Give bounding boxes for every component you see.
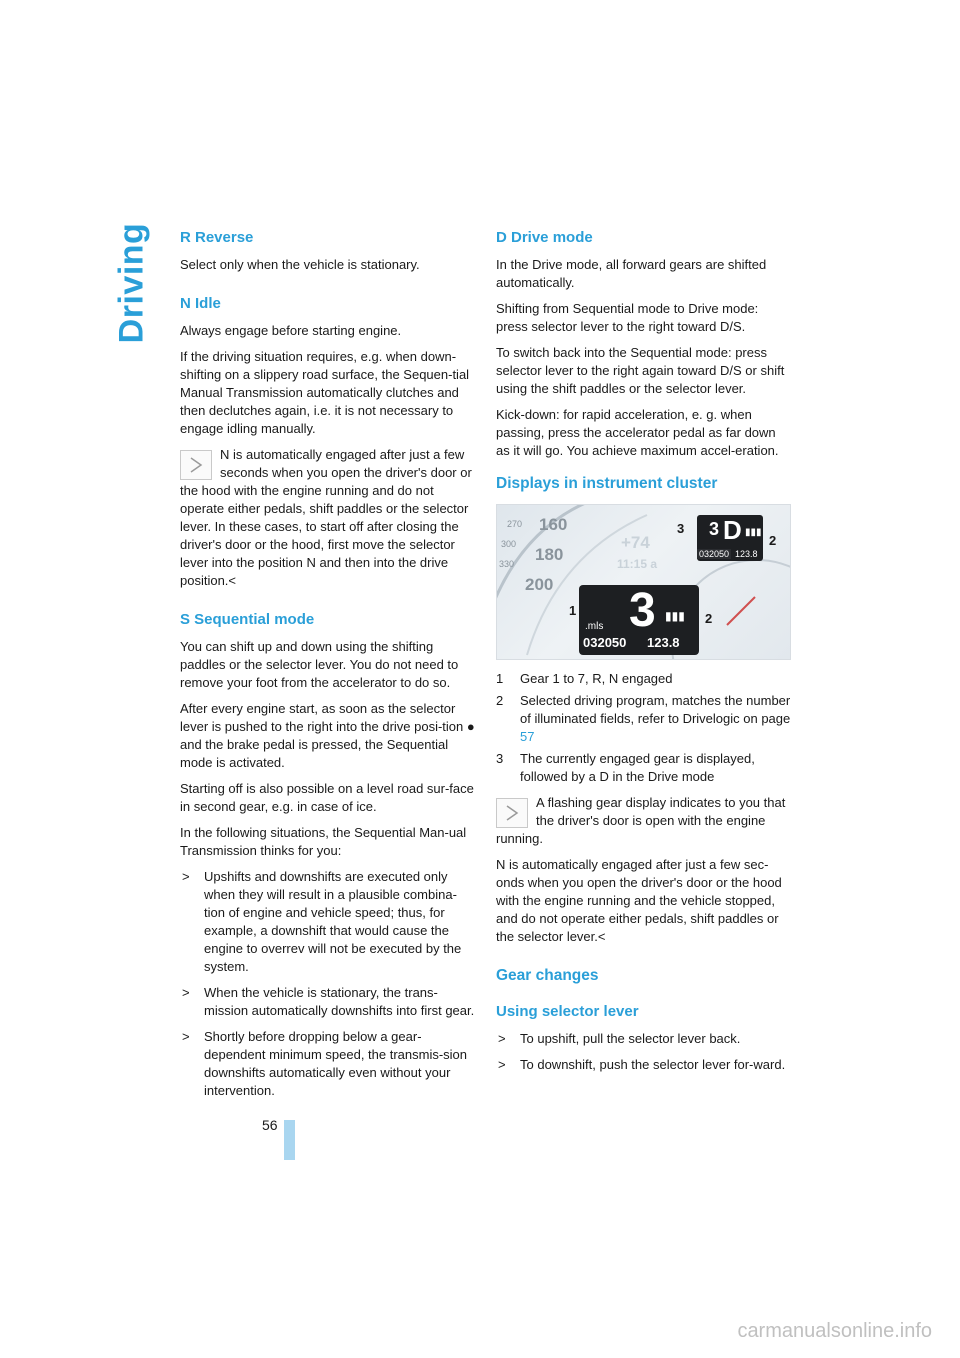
- note-flashing-gear: [496, 794, 791, 848]
- callout-1: 1: [569, 603, 577, 618]
- callout-3: 3: [677, 521, 685, 536]
- d-text-3: To switch back into the Sequential mode: press selector lever to the right again toward D/S or shift using the shift paddles or the selector lever.: [496, 345, 785, 396]
- list-item: > When the vehicle is stationary, the trans-mission automatically downshifts into first gear.: [182, 985, 475, 1018]
- page-number: 56: [262, 1117, 278, 1133]
- sequential-bullet-list: [180, 868, 475, 1100]
- selector-bullet-list: [496, 1030, 791, 1074]
- callout-2-upper: 2: [769, 533, 777, 548]
- note-n-idle: [180, 446, 475, 590]
- page-marker-bar: [284, 1120, 295, 1160]
- n-idle-text-2: If the driving situation requires, e.g. when down-shifting on a slippery road surface, the Sequen-tial Manual Transmission automatically clutches and then declutches again, i.e. it is not necessary to engage idling manually.: [180, 349, 470, 436]
- list-item: > To downshift, push the selector lever for-ward.: [498, 1057, 786, 1072]
- d-text-1: In the Drive mode, all forward gears are shifted automatically.: [496, 257, 767, 290]
- callout-2-lower: 2: [705, 611, 713, 626]
- list-item: 1 Gear 1 to 7, R, N engaged: [496, 671, 673, 686]
- note-arrow-icon: [496, 798, 528, 828]
- left-column: [180, 228, 475, 1108]
- heading-n-idle: N Idle: [180, 295, 221, 312]
- s-text-3: Starting off is also possible on a level road sur-face in second gear, e.g. in case of ice.: [180, 781, 474, 814]
- note-flashing-gear-text-2: N is automatically engaged after just a few sec-onds when you open the driver's door or the hood with the engine running and the vehicle stopped, and do not operate either pedals, shift paddles or the selector lever.<: [496, 857, 782, 944]
- s-text-1: You can shift up and down using the shifting paddles or the selector lever. You do not need to remove your foot from the accelerator to do so.: [180, 639, 459, 690]
- right-column: [496, 228, 791, 1082]
- d-text-2: Shifting from Sequential mode to Drive mode: press selector lever to the right toward D/S.: [496, 301, 759, 334]
- chapter-title: Driving: [112, 222, 151, 344]
- heading-r-reverse: R Reverse: [180, 229, 254, 246]
- instrument-cluster-image: 160 180 200 270 300 330 +74 11:15 a 3 D ▮▮▮ 032050 123.8 3 .mls ▮▮▮ 032050 123.8 1 2 3 2: [496, 504, 791, 660]
- note-n-idle-text: N is automatically engaged after just a few seconds when you open the driver's door or the hood with the engine running and do not operate either pedals, shift paddles or the selector lever. In these cases, to start off after closing the driver's door or the hood, first move the selector lever into the position N and then into the drive position.<: [180, 447, 472, 588]
- heading-displays: Displays in instrument cluster: [496, 475, 718, 492]
- heading-d-drive: D Drive mode: [496, 229, 593, 246]
- list-item: > To upshift, pull the selector lever back.: [498, 1031, 741, 1046]
- s-text-4: In the following situations, the Sequential Man-ual Transmission thinks for you:: [180, 825, 467, 858]
- s-text-2: After every engine start, as soon as the selector lever is pushed to the right into the drive posi-tion ● and the brake pedal is pressed, the Sequential mode is activated.: [180, 701, 475, 770]
- heading-s-sequential: S Sequential mode: [180, 611, 315, 628]
- page-link-57[interactable]: 57: [520, 729, 535, 744]
- r-reverse-text: Select only when the vehicle is stationary.: [180, 257, 420, 272]
- watermark: carmanualsonline.info: [737, 1320, 932, 1342]
- note-arrow-icon: [180, 450, 212, 480]
- list-item: 3 The currently engaged gear is displayed, followed by a D in the Drive mode: [496, 751, 755, 784]
- list-item: > Upshifts and downshifts are executed only when they will result in a plausible combina-tion of engine and vehicle speed; thus, for example, a downshift that would cause the engine to overrev will not be executed by the system.: [182, 869, 462, 974]
- heading-gear-changes: Gear changes: [496, 967, 599, 984]
- heading-using-selector-lever: Using selector lever: [496, 1003, 639, 1020]
- cluster-legend-list: [496, 670, 791, 786]
- list-item: > Shortly before dropping below a gear-dependent minimum speed, the transmis-sion downshifts automatically even without your intervention.: [182, 1029, 468, 1098]
- list-item: 2 Selected driving program, matches the number of illuminated fields, refer to Drivelogic on page 57: [496, 693, 791, 744]
- note-flashing-gear-text: A flashing gear display indicates to you that the driver's door is open with the engine running.: [496, 795, 786, 846]
- d-text-4: Kick-down: for rapid acceleration, e. g. when passing, press the accelerator pedal as far down as it will go. You achieve maximum accel-eration.: [496, 407, 779, 458]
- n-idle-text-1: Always engage before starting engine.: [180, 323, 402, 338]
